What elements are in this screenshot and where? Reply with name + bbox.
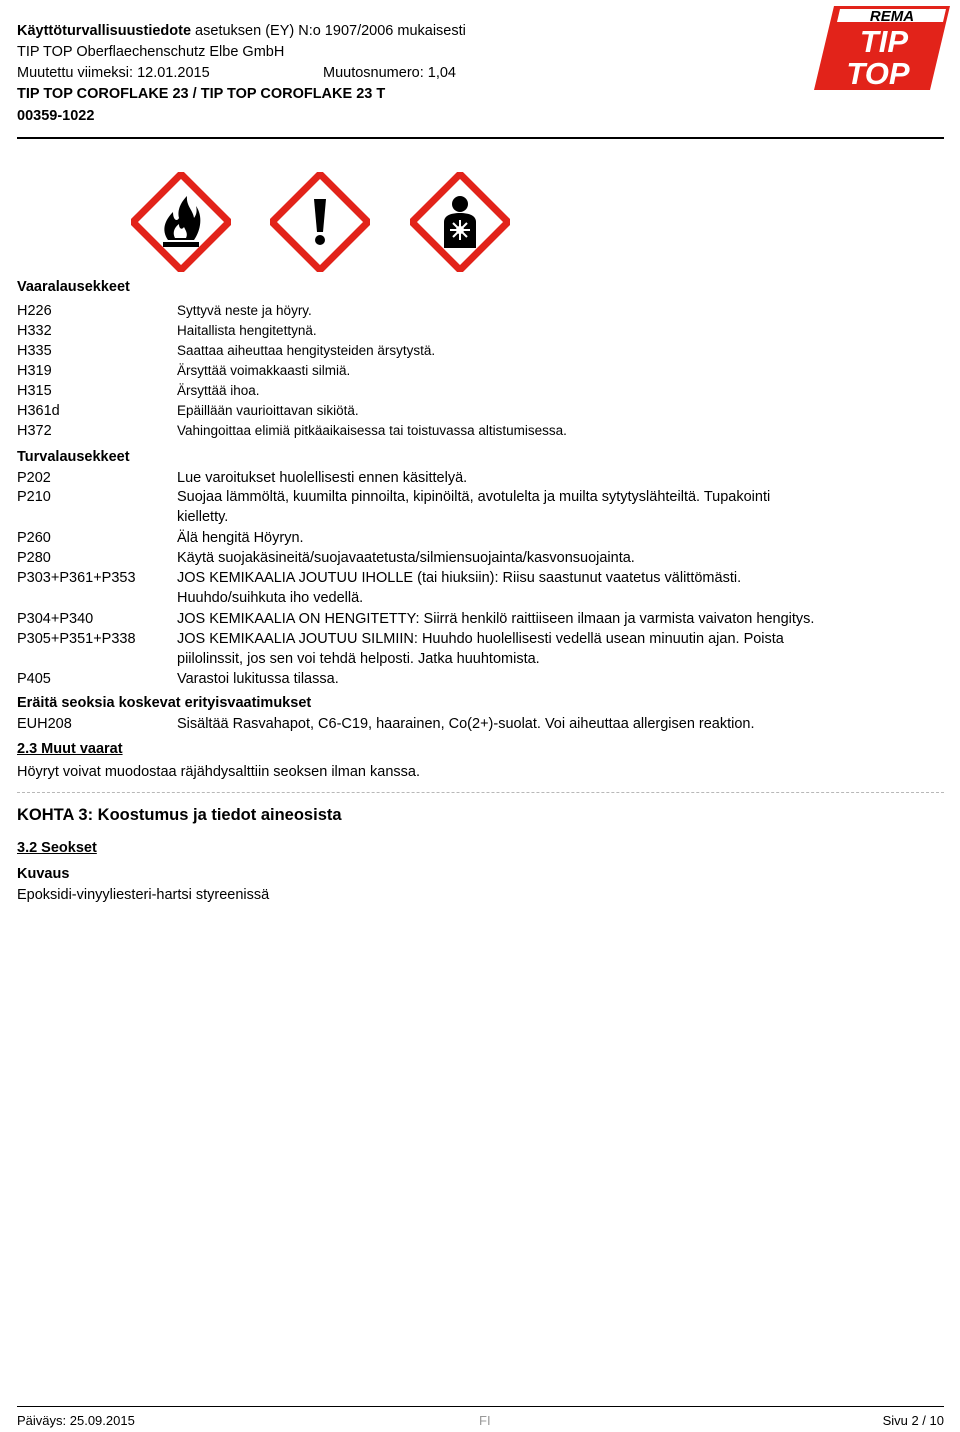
- precaution-code: P202: [17, 470, 51, 486]
- company-name: TIP TOP Oberflaechenschutz Elbe GmbH: [17, 44, 285, 60]
- footer-page-number: Sivu 2 / 10: [882, 1413, 944, 1428]
- precaution-code: P280: [17, 550, 51, 566]
- precaution-text: Varastoi lukitussa tilassa.: [177, 671, 339, 687]
- special-requirements-title: Eräitä seoksia koskevat erityisvaatimukset: [17, 695, 312, 711]
- footer-rule: [17, 1406, 944, 1407]
- exclamation-icon: [270, 172, 370, 272]
- precaution-text: Älä hengitä Höyryn.: [177, 530, 304, 546]
- precaution-code: P260: [17, 530, 51, 546]
- precaution-code: P303+P361+P353: [17, 570, 136, 586]
- logo-tip-text: TIP: [859, 24, 909, 59]
- footer-date: Päiväys: 25.09.2015: [17, 1413, 135, 1428]
- hazard-statements-title: Vaaralausekkeet: [17, 279, 130, 295]
- precaution-code: P405: [17, 671, 51, 687]
- hazard-code: H335: [17, 343, 52, 359]
- precaution-text-continued: piilolinssit, jos sen voi tehdä helposti. Jatka huuhtomista.: [177, 651, 540, 667]
- header-rule: [17, 137, 944, 139]
- precaution-code: P210: [17, 489, 51, 505]
- hazard-text: Syttyvä neste ja höyry.: [177, 303, 312, 318]
- logo-top-text: TOP: [846, 56, 910, 91]
- document-title-rest: asetuksen (EY) N:o 1907/2006 mukaisesti: [191, 23, 466, 39]
- hazard-text: Epäillään vaurioittavan sikiötä.: [177, 403, 359, 418]
- health-hazard-icon: [410, 172, 510, 272]
- precaution-text: JOS KEMIKAALIA JOUTUU IHOLLE (tai hiuksiin): Riisu saastunut vaatetus välittömästi.: [177, 570, 742, 586]
- other-hazards-text: Höyryt voivat muodostaa räjähdysalttiin seoksen ilman kanssa.: [17, 764, 420, 780]
- hazard-code: H332: [17, 323, 52, 339]
- euh-code: EUH208: [17, 716, 72, 732]
- hazard-code: H319: [17, 363, 52, 379]
- precaution-text: Lue varoitukset huolellisesti ennen käsittelyä.: [177, 470, 468, 486]
- document-title: [17, 22, 466, 40]
- precautionary-statements-title: Turvalausekkeet: [17, 449, 130, 465]
- hazard-code: H372: [17, 423, 52, 439]
- precaution-text: Käytä suojakäsineitä/suojavaatetusta/silmiensuojainta/kasvonsuojainta.: [177, 550, 635, 566]
- hazard-text: Saattaa aiheuttaa hengitysteiden ärsytystä.: [177, 343, 436, 358]
- precaution-text: Suojaa lämmöltä, kuumilta pinnoilta, kipinöiltä, avotulelta ja muilta sytytyslähteiltä. Tupakointi: [177, 489, 771, 505]
- hazard-text: Ärsyttää voimakkaasti silmiä.: [177, 363, 351, 378]
- document-title-bold: Käyttöturvallisuustiedote: [17, 23, 192, 39]
- product-name: TIP TOP COROFLAKE 23 / TIP TOP COROFLAKE 23 T: [17, 86, 386, 102]
- euh-text: Sisältää Rasvahapot, C6-C19, haarainen, Co(2+)-suolat. Voi aiheuttaa allergisen reaktion.: [177, 716, 755, 732]
- section-divider: [17, 792, 944, 793]
- section3-title: KOHTA 3: Koostumus ja tiedot aineosista: [17, 806, 342, 824]
- hazard-code: H361d: [17, 403, 60, 419]
- hazard-code: H315: [17, 383, 52, 399]
- other-hazards-title: 2.3 Muut vaarat: [17, 741, 123, 757]
- footer-language: FI: [479, 1413, 491, 1428]
- hazard-text: Haitallista hengitettynä.: [177, 323, 317, 338]
- description-label: Kuvaus: [17, 866, 70, 882]
- hazard-text: Ärsyttää ihoa.: [177, 383, 260, 398]
- precaution-text: JOS KEMIKAALIA JOUTUU SILMIIN: Huuhdo huolellisesti vedellä usean minuutin ajan. Poista: [177, 631, 784, 647]
- product-code: 00359-1022: [17, 108, 95, 124]
- revision-number: Muutosnumero: 1,04: [323, 65, 456, 81]
- flame-icon: [131, 172, 231, 272]
- precaution-text: JOS KEMIKAALIA ON HENGITETTY: Siirrä henkilö raittiiseen ilmaan ja varmista vaivaton hengitys.: [177, 611, 815, 627]
- revised-date: Muutettu viimeksi: 12.01.2015: [17, 65, 210, 81]
- precaution-text-continued: kielletty.: [177, 509, 229, 525]
- logo-rema-text: REMA: [869, 8, 915, 25]
- section3-subtitle: 3.2 Seokset: [17, 840, 97, 856]
- rema-tip-top-logo: [812, 4, 952, 92]
- precaution-text-continued: Huuhdo/suihkuta iho vedellä.: [177, 590, 364, 606]
- description-text: Epoksidi-vinyyliesteri-hartsi styreenissä: [17, 887, 270, 903]
- hazard-text: Vahingoittaa elimiä pitkäaikaisessa tai toistuvassa altistumisessa.: [177, 423, 567, 438]
- precaution-code: P305+P351+P338: [17, 631, 136, 647]
- hazard-code: H226: [17, 303, 52, 319]
- precaution-code: P304+P340: [17, 611, 94, 627]
